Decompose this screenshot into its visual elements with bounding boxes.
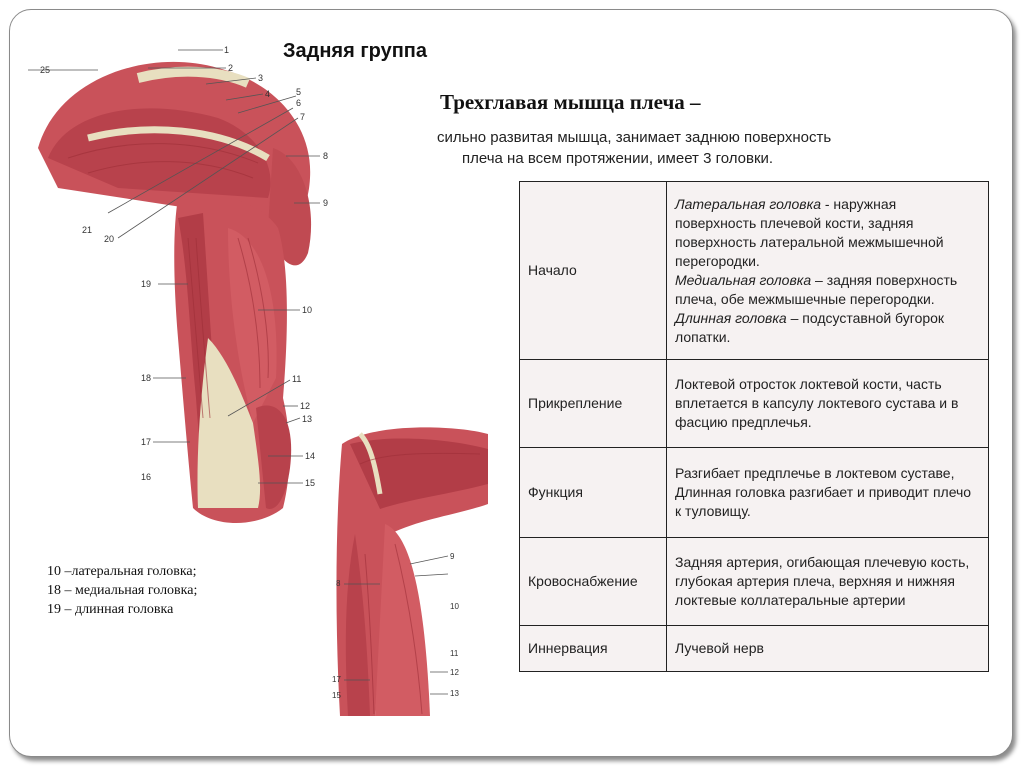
figure-label-3: 3	[258, 73, 264, 83]
row-label-innervation: Иннервация	[520, 626, 667, 672]
row-value-blood-supply: Задняя артерия, огибающая плечевую кость, глубокая артерия плеча, верхняя и нижняя локтевые коллатеральные артерии	[667, 538, 989, 626]
arm-muscle-illustration-secondary	[330, 424, 490, 716]
figure-label-16: 16	[141, 472, 152, 482]
figure-label-11: 11	[292, 374, 302, 384]
table-row-insertion	[520, 360, 989, 448]
group-title: Задняя группа	[283, 40, 428, 62]
row-label-origin: Начало	[520, 182, 667, 360]
table-row-blood-supply	[520, 538, 989, 626]
figure-lower-label-10: 10	[450, 602, 459, 611]
muscle-description-line1: сильно развитая мышца, занимает заднюю поверхность	[437, 129, 832, 146]
figure-label-6: 6	[296, 98, 302, 108]
row-label-blood-supply: Кровоснабжение	[520, 538, 667, 626]
lateral-head-text: - наружная поверхность плечевой кости, задняя поверхность латеральной межмышечной перегородки.	[675, 195, 944, 269]
row-value-insertion: Локтевой отросток локтевой кости, часть вплетается в капсулу локтевого сустава и в фасцию предплечья.	[667, 360, 989, 448]
figure-lower-label-11: 11	[450, 649, 459, 658]
figure-label-20: 20	[104, 234, 115, 244]
row-label-function: Функция	[520, 448, 667, 538]
figure-label-8: 8	[323, 151, 329, 161]
figure-label-12: 12	[300, 401, 311, 411]
figure-legend	[47, 562, 197, 619]
medial-head-term: Медиальная головка	[675, 271, 812, 288]
figure-label-13: 13	[302, 414, 313, 424]
figure-label-14: 14	[305, 451, 316, 461]
muscle-info-table	[519, 181, 989, 672]
figure-lower-label-17: 17	[332, 675, 341, 684]
long-head-term: Длинная головка	[675, 309, 787, 326]
row-label-insertion: Прикрепление	[520, 360, 667, 448]
medial-head-text: – задняя поверхность плеча, обе межмышечные перегородки.	[675, 271, 958, 307]
figure-label-2: 2	[228, 63, 234, 73]
figure-label-5: 5	[296, 87, 302, 97]
figure-label-4: 4	[265, 89, 271, 99]
row-value-function: Разгибает предплечье в локтевом суставе, Длинная головка разгибает и приводит плечо к туловищу.	[667, 448, 989, 538]
legend-item: 19 – длинная головка	[47, 602, 174, 617]
figure-label-1: 1	[224, 45, 230, 55]
legend-item: 10 –латеральная головка;	[47, 564, 197, 579]
figure-lower-label-8: 8	[336, 579, 341, 588]
row-value-origin	[667, 182, 989, 360]
lateral-head-term: Латеральная головка	[675, 195, 821, 212]
arm-muscle-illustration	[28, 38, 338, 528]
muscle-description	[437, 127, 937, 169]
figure-lower-label-15: 15	[332, 691, 341, 700]
muscle-title: Трехглавая мышца плеча –	[440, 90, 701, 114]
legend-item: 18 – медиальная головка;	[47, 583, 198, 598]
figure-lower-label-9: 9	[450, 552, 455, 561]
figure-label-25: 25	[40, 65, 51, 75]
figure-label-17: 17	[141, 437, 152, 447]
figure-label-10: 10	[302, 305, 313, 315]
long-head-text: – подсуставной бугорок лопатки.	[675, 309, 945, 345]
figure-lower-label-13: 13	[450, 689, 459, 698]
figure-label-9: 9	[323, 198, 329, 208]
figure-label-21: 21	[82, 225, 93, 235]
table-row-function	[520, 448, 989, 538]
table-row-innervation	[520, 626, 989, 672]
figure-label-19: 19	[141, 279, 152, 289]
figure-lower-label-12: 12	[450, 668, 459, 677]
figure-label-15: 15	[305, 478, 316, 488]
figure-label-18: 18	[141, 373, 152, 383]
figure-label-7: 7	[300, 112, 306, 122]
row-value-innervation: Лучевой нерв	[667, 626, 989, 672]
table-row-origin	[520, 182, 989, 360]
muscle-description-line2: плеча на всем протяжении, имеет 3 головки.	[462, 150, 774, 167]
